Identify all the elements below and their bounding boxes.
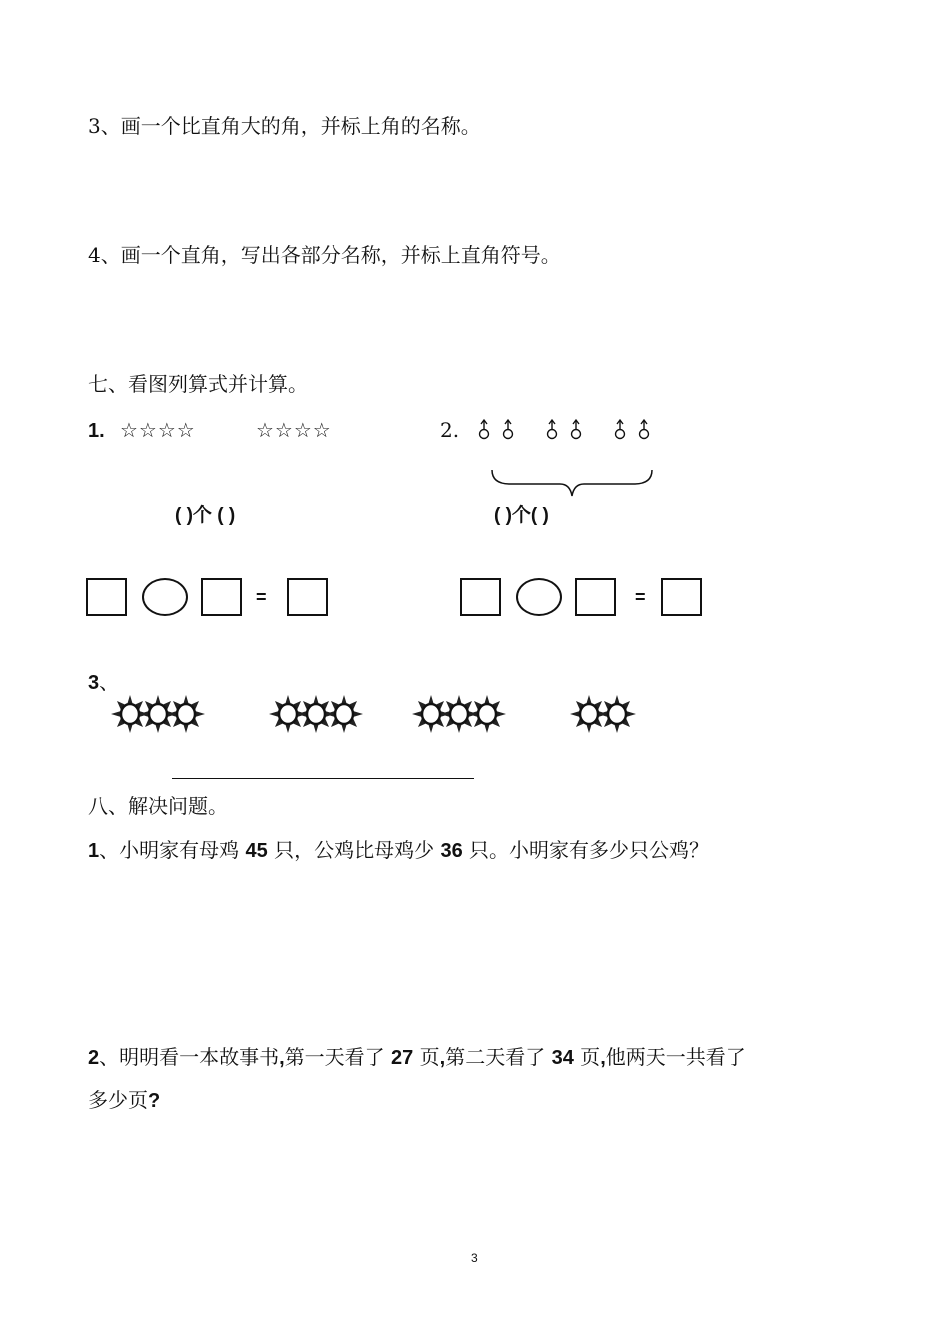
q2-day1-pages: 27 — [391, 1047, 414, 1069]
q2-text-1: 、明明看一本故事书 — [99, 1045, 280, 1069]
person-icon — [548, 420, 557, 439]
brace-icon — [488, 466, 656, 500]
q2-comma: , — [600, 1047, 606, 1069]
q1-text-1: 、小明家有母鸡 — [99, 838, 246, 862]
question-6-4: 4、画一个直角，写出各部分名称，并标上直角符号。 — [88, 243, 561, 267]
q2-text-6: 他两天一共看了 — [605, 1045, 746, 1069]
q1-difference: 36 — [440, 840, 463, 862]
q2-question-mark: ? — [148, 1090, 161, 1112]
section-8-heading: 八、解决问题。 — [88, 794, 228, 818]
sun-group-4 — [570, 695, 636, 733]
sun-group-2 — [269, 695, 363, 733]
q1-text-3: 只。小明家有多少只公鸡？ — [462, 838, 710, 862]
answer-box[interactable] — [575, 578, 616, 616]
problem-1-blank: ( )个 ( ) — [175, 505, 236, 526]
problem-1-dot: . — [99, 420, 105, 442]
problem-3-number: 3 — [88, 672, 100, 694]
q1-hens: 45 — [245, 840, 268, 862]
question-8-2 — [88, 1045, 746, 1070]
q2-number: 2 — [88, 1047, 100, 1069]
q2-text-4: 第二天看了 — [445, 1045, 552, 1069]
q2-text-3: 页 — [413, 1045, 440, 1069]
answer-box[interactable] — [460, 578, 501, 616]
page-number: 3 — [471, 1251, 478, 1265]
q2-comma: , — [439, 1047, 446, 1069]
sun-group-3 — [412, 695, 506, 733]
q1-number: 1 — [88, 840, 100, 862]
q2-text-5: 页 — [573, 1045, 601, 1069]
answer-line — [172, 778, 474, 779]
people-icons — [476, 416, 656, 444]
person-icon — [480, 420, 489, 439]
sun-figures — [108, 690, 648, 738]
equals-sign: = — [256, 587, 267, 607]
question-6-3: 3、画一个比直角大的角，并标上角的名称。 — [88, 114, 481, 138]
question-8-2-line2 — [88, 1088, 160, 1113]
answer-box[interactable] — [86, 578, 127, 616]
person-icon — [504, 420, 513, 439]
problem-1-label — [88, 418, 105, 443]
q2-day2-pages: 34 — [551, 1047, 574, 1069]
person-icon — [640, 420, 649, 439]
stars-group-a: ☆☆☆☆ — [120, 418, 196, 442]
sun-group-1 — [111, 695, 205, 733]
answer-box[interactable] — [201, 578, 242, 616]
equals-sign: = — [635, 587, 646, 607]
q2-text-2: 第一天看了 — [284, 1045, 392, 1069]
operator-circle[interactable] — [142, 578, 188, 616]
question-8-1 — [88, 838, 709, 863]
section-7-heading: 七、看图列算式并计算。 — [88, 372, 308, 396]
problem-2-number: 2. — [440, 418, 460, 442]
person-icon — [572, 420, 581, 439]
stars-group-b: ☆☆☆☆ — [256, 418, 332, 442]
q2-line2-text: 多少页 — [88, 1088, 148, 1112]
problem-3-sep: 、 — [99, 670, 120, 694]
problem-1-number: 1 — [88, 420, 100, 442]
person-icon — [616, 420, 625, 439]
answer-box[interactable] — [287, 578, 328, 616]
operator-circle[interactable] — [516, 578, 562, 616]
answer-box[interactable] — [661, 578, 702, 616]
q2-comma: , — [279, 1047, 285, 1069]
problem-2-blank: ( )个( ) — [494, 505, 549, 526]
q1-text-2: 只，公鸡比母鸡少 — [267, 838, 441, 862]
